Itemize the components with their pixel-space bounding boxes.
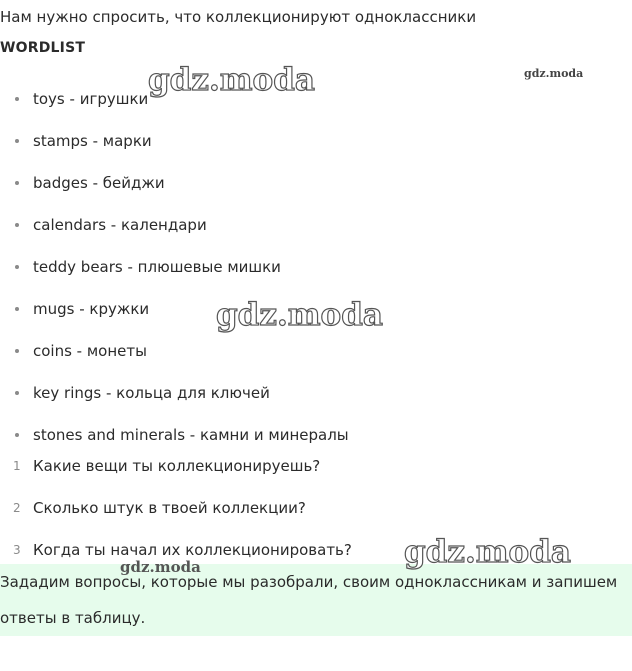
- question-text: Сколько штук в твоей коллекции?: [33, 499, 306, 517]
- question-text: Какие вещи ты коллекционируешь?: [33, 457, 321, 475]
- bullet-icon: [15, 307, 19, 311]
- question-number: 1: [13, 459, 21, 473]
- wordlist-item-text: mugs - кружки: [33, 300, 150, 318]
- wordlist-item: [0, 340, 349, 382]
- wordlist-item: [0, 172, 349, 214]
- wordlist-item-text: stones and minerals - камни и минералы: [33, 426, 349, 444]
- wordlist-item-text: calendars - календари: [33, 216, 207, 234]
- wordlist-item-text: key rings - кольца для ключей: [33, 384, 270, 402]
- wordlist-item: [0, 256, 349, 298]
- bullet-icon: [15, 391, 19, 395]
- wordlist-item: [0, 214, 349, 256]
- bullet-icon: [15, 265, 19, 269]
- bullet-icon: [15, 349, 19, 353]
- bullet-icon: [15, 223, 19, 227]
- bullet-icon: [15, 433, 19, 437]
- watermark-logo: gdz.moda: [120, 558, 201, 576]
- wordlist-item-text: stamps - марки: [33, 132, 152, 150]
- watermark-logo: gdz.moda: [524, 67, 584, 80]
- wordlist-item-text: badges - бейджи: [33, 174, 165, 192]
- question-item: [0, 455, 352, 497]
- watermark-logo: gdz.moda: [148, 62, 315, 98]
- intro-text: Нам нужно спросить, что коллекционируют одноклассники: [0, 8, 477, 26]
- wordlist-heading: WORDLIST: [0, 40, 86, 56]
- watermark-logo: gdz.moda: [216, 297, 383, 333]
- bullet-icon: [15, 139, 19, 143]
- bullet-icon: [15, 181, 19, 185]
- question-number: 3: [13, 543, 21, 557]
- question-number: 2: [13, 501, 21, 515]
- question-text: Когда ты начал их коллекционировать?: [33, 541, 352, 559]
- question-item: [0, 497, 352, 539]
- wordlist-item-text: teddy bears - плюшевые мишки: [33, 258, 281, 276]
- answer-note-box: [0, 564, 632, 636]
- wordlist-item-text: coins - монеты: [33, 342, 147, 360]
- wordlist-item: [0, 130, 349, 172]
- bullet-icon: [15, 97, 19, 101]
- answer-note-text: Зададим вопросы, которые мы разобрали, своим одноклассникам и запишем ответы в таблицу.: [0, 573, 618, 627]
- watermark-logo: gdz.moda: [404, 534, 571, 570]
- wordlist: [0, 88, 349, 466]
- wordlist-item-text: toys - игрушки: [33, 90, 149, 108]
- wordlist-item: [0, 382, 349, 424]
